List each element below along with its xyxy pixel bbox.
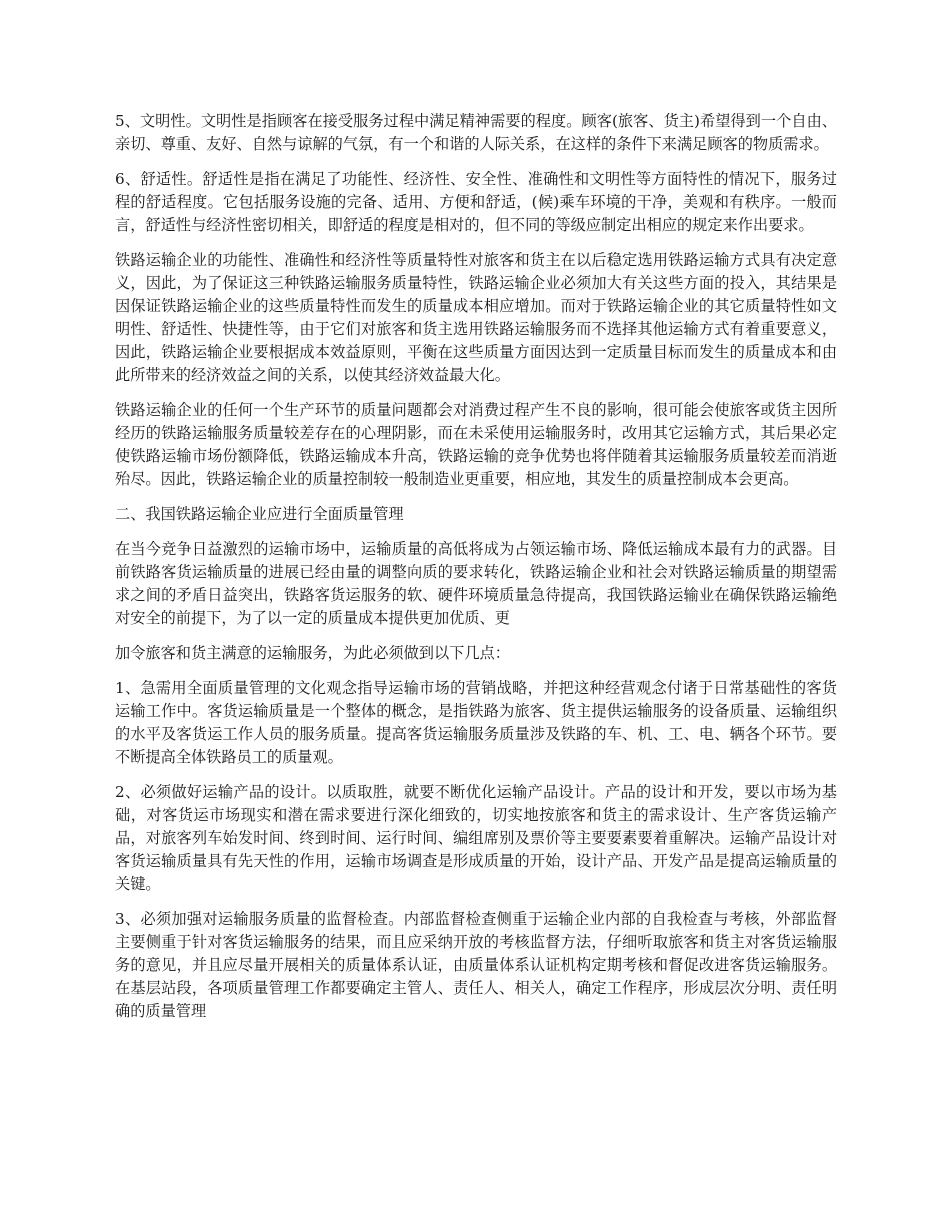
- paragraph-civility: 5、文明性。文明性是指顾客在接受服务过程中满足精神需要的程度。顾客(旅客、货主)希望得到一个自由、亲切、尊重、友好、自然与谅解的气氛，有一个和谐的人际关系，在这样的条件下来满足顾客的物质需求。: [115, 112, 837, 153]
- paragraph-quality-control: 铁路运输企业的任何一个生产环节的质量问题都会对消费过程产生不良的影响，很可能会使旅客或货主因所经历的铁路运输服务质量较差存在的心理阴影，而在未采使用运输服务时，改用其它运输方式，其后果必定使铁路运输市场份额降低，铁路运输成本升高，铁路运输的竞争优势也将伴随着其运输服务质量较差而消逝殆尽。因此，铁路运输企业的质量控制较一般制造业更重要，相应地，其发生的质量控制成本会更高。: [115, 401, 837, 488]
- paragraph-point-3: 3、必须加强对运输服务质量的监督检查。内部监督检查侧重于运输企业内部的自我检查与考核，外部监督主要侧重于针对客货运输服务的结果，而且应采纳开放的考核监督方法，仔细听取旅客和货主对客货运输服务的意见，并且应尽量开展相关的质量体系认证，由质量体系认证机构定期考核和督促改进客货运输服务。在基层站段，各项质量管理工作都要确定主管人、责任人、相关人，确定工作程序，形成层次分明、责任明确的质量管理: [115, 910, 837, 1020]
- paragraph-quality-characteristics: 铁路运输企业的功能性、准确性和经济性等质量特性对旅客和货主在以后稳定选用铁路运输方式具有决定意义，因此，为了保证这三种铁路运输服务质量特性，铁路运输企业必须加大有关这些方面的投入，其结果是因保证铁路运输企业的这些质量特性而发生的质量成本相应增加。而对于铁路运输企业的其它质量特性如文明性、舒适性、快捷性等，由于它们对旅客和货主选用铁路运输服务而不选择其他运输方式有着重要意义，因此，铁路运输企业要根据成本效益原则，平衡在这些质量方面因达到一定质量目标而发生的质量成本和由此所带来的经济效益之间的关系，以使其经济效益最大化。: [115, 251, 837, 384]
- paragraph-requirements-intro: 加令旅客和货主满意的运输服务，为此必须做到以下几点：: [115, 644, 510, 662]
- document-body: [115, 110, 837, 1035]
- paragraph-comfort: 6、舒适性。舒适性是指在满足了功能性、经济性、安全性、准确性和文明性等方面特性的情况下，服务过程的舒适程度。它包括服务设施的完备、适用、方便和舒适，(候)乘车环境的干净，美观和有秩序。一般而言，舒适性与经济性密切相关，即舒适的程度是相对的，但不同的等级应制定出相应的规定来作出要求。: [115, 170, 837, 234]
- paragraph-point-1: 1、急需用全面质量管理的文化观念指导运输市场的营销战略，并把这种经营观念付诸于日常基础性的客货运输工作中。客货运输质量是一个整体的概念，是指铁路为旅客、货主提供运输服务的设备质量、运输组织的水平及客货运工作人员的服务质量。提高客货运输服务质量涉及铁路的车、机、工、电、辆各个环节。要不断提高全体铁路员工的质量观。: [115, 679, 837, 766]
- paragraph-point-2: 2、必须做好运输产品的设计。以质取胜，就要不断优化运输产品设计。产品的设计和开发，要以市场为基础，对客货运市场现实和潜在需求要进行深化细致的，切实地按旅客和货主的需求设计、生产客货运输产品，对旅客列车始发时间、终到时间、运行时间、编组席别及票价等主要要素要着重解决。运输产品设计对客货运输质量具有先天性的作用，运输市场调查是形成质量的开始，设计产品、开发产品是提高运输质量的关键。: [115, 783, 837, 893]
- section-heading: 二、我国铁路运输企业应进行全面质量管理: [115, 505, 404, 523]
- paragraph-competition: 在当今竞争日益激烈的运输市场中，运输质量的高低将成为占领运输市场、降低运输成本最有力的武器。目前铁路客货运输质量的进展已经由量的调整向质的要求转化，铁路运输企业和社会对铁路运输质量的期望需求之间的矛盾日益突出，铁路客货运服务的软、硬件环境质量急待提高，我国铁路运输业在确保铁路运输绝对安全的前提下，为了以一定的质量成本提供更加优质、更: [115, 540, 837, 627]
